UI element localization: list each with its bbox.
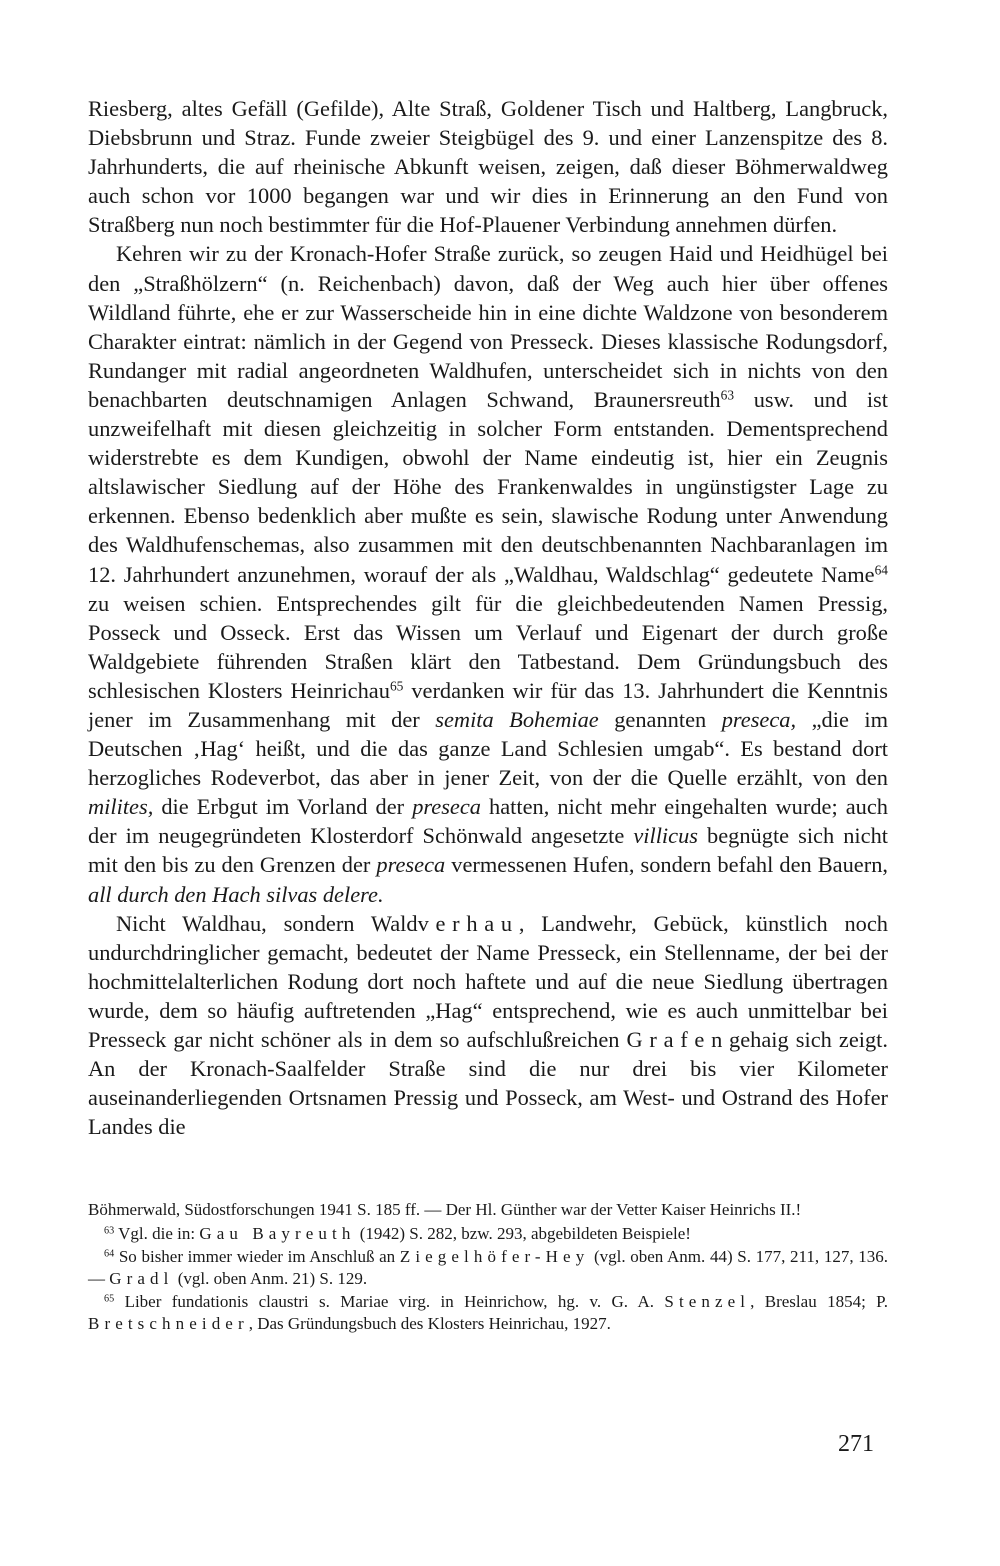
italic-term: preseca: [376, 852, 446, 878]
text-run: begnügte sich nicht mit den bis zu den Grenzen der: [88, 823, 888, 878]
text-run: genannten: [598, 706, 722, 732]
paragraph-2: [88, 239, 888, 908]
spaced-emphasis: Bretschneider: [88, 1313, 249, 1333]
footnote-63: [88, 1223, 888, 1245]
text-run: (vgl. oben Anm. 21) S. 129.: [173, 1268, 368, 1288]
italic-term: preseca: [412, 794, 481, 820]
italic-term: milites,: [88, 794, 154, 820]
text-run: Kehren wir zu der Kronach-Hofer Straße zurück, so zeugen Haid und Heidhügel bei den „Straßhölzern“ (n. Reichenbach) davon, daß der Weg auch hier über offenes Wildland führte, ehe er zur Wasserscheide hin in eine dichte Waldzone von besonderem Charakter eintrat: nämlich in der Gegend von Presseck. Dieses klassische Rodungsdorf, Rundanger mit radial angeordneten Waldhufen, unterscheidet sich in nichts von den benachbarten deutschnamigen Anlagen Schwand, Braunersreuth: [88, 241, 888, 412]
spaced-emphasis: Gau Bayreuth: [199, 1223, 356, 1243]
text-run: verdanken wir für das 13. Jahrhundert die Kenntnis jener im Zusammenhang mit der: [88, 677, 888, 732]
text-run: Nicht Waldhau, sondern Wald: [116, 910, 418, 936]
text-run: (vgl. oben Anm. 44) S. 177, 211, 127, 136. —: [88, 1247, 889, 1288]
footnote-number: 64: [104, 1248, 115, 1260]
italic-term: villicus: [633, 823, 698, 849]
footnote-number: 63: [104, 1224, 115, 1236]
italic-term: preseca,: [721, 706, 797, 732]
footnote-number: 65: [104, 1293, 115, 1305]
text-run: , Breslau 1854; P.: [750, 1292, 888, 1311]
footnote-ref-64: 64: [874, 562, 888, 578]
spaced-emphasis: Gradl: [109, 1268, 174, 1288]
text-run: , Landwehr, Gebück, künstlich noch undurchdringlicher gemacht, bedeutet der Name Presseck, ein Stellenname, der bei der hochmittelalterlichen Rodung dort noch haftete und auf die neue Siedlung übertragen wurde, dem so häufig auftretenden „Hag“ entsprechend, wie es auch unmittelbar bei Presseck gar nicht schöner als in dem so aufschlußreichen: [88, 910, 888, 1052]
text-run: „die im Deutschen ‚Hag‘ heißt, und die das ganze Land Schlesien umgab“. Es bestand dort herzogliches Rodeverbot, das aber in jener Zeit, von der die Quelle erzählt, von den: [88, 706, 888, 791]
text-run: Riesberg, altes Gefäll (Gefilde), Alte Straß, Goldener Tisch und Haltberg, Langbruck, Diebsbrunn und Straz. Funde zweier Steigbügel des 9. und einer Lanzenspitze des 8. Jahrhunderts, die auf rheinische Abkunft weisen, zeigen, daß dieser Böhmerwaldweg auch schon vor 1000 begangen war und wir dies in Erinnerung an den Fund von Straßberg nun noch bestimmter für die Hof-Plauener Verbindung annehmen dürfen.: [88, 96, 888, 238]
footnote-ref-63: 63: [720, 387, 735, 403]
footnotes: [88, 1199, 888, 1336]
text-run: vermessenen Hufen, sondern befahl den Bauern,: [445, 852, 888, 878]
spaced-emphasis: Grafen: [626, 1027, 730, 1052]
text-run: So bisher immer wieder im Anschluß an: [114, 1247, 400, 1266]
text-run: hatten, nicht mehr eingehalten wurde; auch der im neugegründeten Klosterdorf Schönwald angesetzte: [88, 794, 888, 849]
text-run: Liber fundationis claustri s. Mariae virg. in Heinrichow, hg. v. G. A.: [114, 1292, 665, 1311]
footnote-continuation: [88, 1199, 888, 1221]
spaced-emphasis: Stenzel: [664, 1292, 751, 1311]
footnote-65: [88, 1291, 888, 1334]
text-run: Böhmerwald, Südostforschungen 1941 S. 185 ff. — Der Hl. Günther war der Vetter Kaiser Heinrichs II.!: [88, 1200, 802, 1219]
text-run: usw. und ist unzweifelhaft mit diesen gleichzeitig in solcher Form entstanden. Dementsprechend widerstrebte es dem Kundigen, obwohl der Name eindeutig ist, hier ein Zeugnis altslawischer Siedlung auf der Höhe des Frankenwaldes in ungünstigster Lage zu erkennen. Ebenso bedenklich aber mußte es sein, slawische Rodung unter Anwendung des Waldhufenschemas, also zusammen mit den deutschbenannten Nachbaranlagen im 12. Jahrhundert anzunehmen, worauf der als „Waldhau, Waldschlag“ gedeutete Name: [88, 386, 888, 587]
main-text: [88, 94, 888, 1141]
text-run: , Das Gründungsbuch des Klosters Heinrichau, 1927.: [248, 1313, 611, 1333]
spaced-emphasis: Ziegelhöfer-Hey: [399, 1247, 590, 1266]
paragraph-1: [88, 94, 888, 239]
text-run: gehaig sich zeigt. An der Kronach-Saalfelder Straße sind die nur drei bis vier Kilometer auseinanderliegenden Ortsnamen Pressig und Posseck, am West- und Ostrand des Hofer Landes die: [88, 1027, 888, 1140]
text-run: Vgl. die in:: [114, 1223, 200, 1243]
text-run: (1942) S. 282, bzw. 293, abgebildeten Beispiele!: [355, 1223, 691, 1243]
footnote-ref-65: 65: [389, 678, 404, 694]
paragraph-3: [88, 909, 888, 1142]
page-number: 271: [838, 1431, 874, 1457]
footnote-64: [88, 1246, 888, 1289]
spaced-emphasis: verhau: [417, 910, 519, 936]
text-run: zu weisen schien. Entsprechendes gilt für die gleichbedeutenden Namen Pressig, Posseck und Osseck. Erst das Wissen um Verlauf und Eigenart der durch große Waldgebiete führenden Straßen klärt den Tatbestand. Dem Gründungsbuch des schlesischen Klosters Heinrichau: [88, 590, 888, 703]
text-run: die Erbgut im Vorland der: [153, 794, 413, 820]
italic-term: semita Bohemiae: [435, 706, 599, 732]
italic-quote: all durch den Hach silvas delere.: [88, 881, 384, 907]
